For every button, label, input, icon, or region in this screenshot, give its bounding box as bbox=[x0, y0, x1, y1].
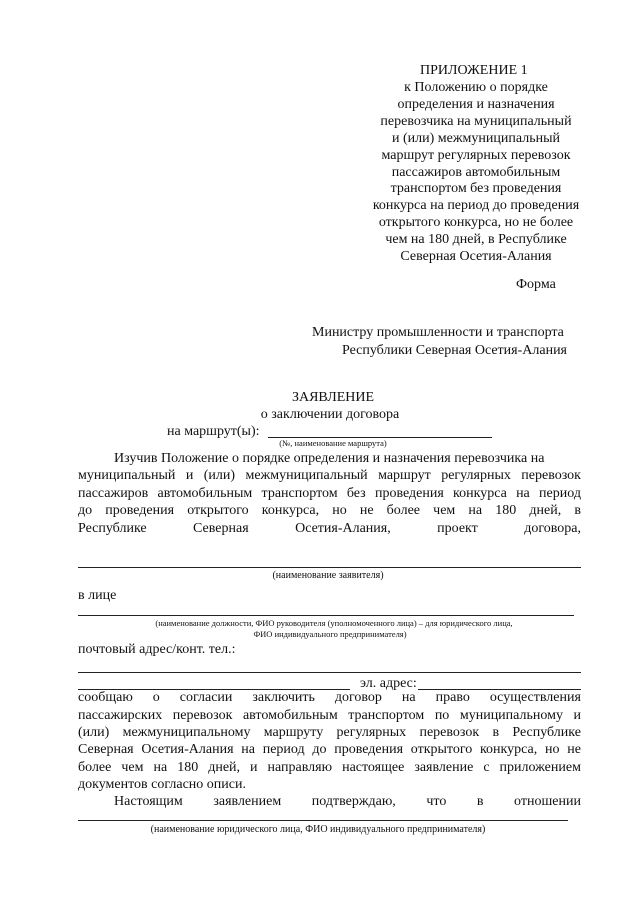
appendix-line: открытого конкурса, но не более bbox=[378, 215, 574, 231]
paragraph-line bbox=[78, 724, 581, 741]
word: заключить bbox=[252, 690, 315, 705]
person-caption-2: ФИО индивидуального предпринимателя) bbox=[253, 629, 407, 639]
word: на bbox=[401, 690, 416, 705]
word: сообщаю bbox=[78, 690, 133, 705]
word: не bbox=[359, 503, 374, 518]
appendix-line: конкурса на период до проведения bbox=[372, 198, 580, 214]
paragraph-line bbox=[78, 467, 581, 484]
appendix-line: и (или) межмуниципальный bbox=[392, 130, 560, 146]
word: более bbox=[78, 760, 112, 775]
word: заявление bbox=[414, 760, 474, 775]
paragraph-line bbox=[78, 741, 581, 758]
addressee-line-2: Республики Северная Осетия-Алания bbox=[342, 343, 567, 358]
word: Республике bbox=[78, 521, 147, 536]
word: на bbox=[241, 742, 255, 757]
word: пассажиров bbox=[78, 486, 149, 501]
word: дней, bbox=[529, 503, 562, 518]
word: межмуниципальному bbox=[122, 725, 251, 740]
word: и bbox=[573, 708, 581, 723]
word: автомобильным bbox=[157, 486, 253, 501]
word: маршрут bbox=[378, 468, 431, 483]
person-caption-1: (наименование должности, ФИО руководителя (уполномоченного лица) – для юридического лица, bbox=[155, 618, 513, 628]
word: чем bbox=[121, 760, 144, 775]
word: до bbox=[78, 503, 93, 518]
word: Изучив Положение о порядке определения и назначения перевозчика на bbox=[114, 451, 545, 466]
word: 180 bbox=[177, 760, 199, 775]
word: что bbox=[426, 794, 447, 809]
paragraph-line bbox=[78, 485, 581, 502]
word: регулярных bbox=[441, 468, 511, 483]
applicant-caption: (наименование заявителя) bbox=[272, 570, 384, 581]
word: о bbox=[152, 690, 160, 705]
email-label: эл. адрес: bbox=[360, 676, 417, 691]
word: на bbox=[153, 760, 168, 775]
appendix-line: перевозчика на муниципальный bbox=[380, 113, 572, 129]
word: проведения bbox=[334, 742, 404, 757]
word: регулярных bbox=[336, 725, 407, 740]
appendix-line: маршрут регулярных перевозок bbox=[381, 147, 571, 163]
word: конкурса bbox=[453, 486, 507, 501]
organization-field[interactable] bbox=[78, 820, 568, 821]
word: право bbox=[435, 690, 470, 705]
word: заявлением bbox=[213, 794, 282, 809]
paragraph-2-last-line: документов согласно описи. bbox=[78, 777, 246, 792]
appendix-line: Северная Осетия-Алания bbox=[400, 249, 552, 265]
route-label: на маршрут(ы): bbox=[167, 424, 260, 439]
word: настоящее bbox=[342, 760, 405, 775]
applicant-field[interactable] bbox=[78, 567, 581, 568]
paragraph-line bbox=[78, 759, 581, 776]
document-subtitle: о заключении договора bbox=[260, 407, 400, 422]
word: открытого bbox=[187, 503, 249, 518]
word: пассажирских bbox=[78, 708, 163, 723]
word: Осетия-Алания bbox=[141, 742, 234, 757]
route-caption: (№, наименование маршрута) bbox=[279, 438, 387, 448]
word: межмуниципальный bbox=[245, 468, 368, 483]
word: в bbox=[492, 725, 500, 740]
person-field[interactable] bbox=[78, 615, 574, 616]
word: перевозок bbox=[172, 708, 233, 723]
organization-caption: (наименование юридического лица, ФИО индивидуального предпринимателя) bbox=[150, 824, 486, 835]
appendix-line: к Положению о порядке bbox=[404, 80, 548, 95]
word: согласии bbox=[179, 690, 233, 705]
word: муниципальному bbox=[459, 708, 563, 723]
word: отношении bbox=[514, 794, 581, 809]
paragraph-line bbox=[78, 707, 581, 724]
word: 180 bbox=[495, 503, 517, 518]
word: без bbox=[346, 486, 366, 501]
word: до bbox=[312, 742, 327, 757]
word: и bbox=[250, 760, 258, 775]
word: чем bbox=[433, 503, 456, 518]
word: перевозок bbox=[419, 725, 480, 740]
appendix-line: определения и назначения bbox=[397, 96, 555, 112]
paragraph-line bbox=[114, 450, 581, 467]
in-person-label: в лице bbox=[78, 588, 117, 603]
word: (или) bbox=[78, 725, 110, 740]
word: (или) bbox=[203, 468, 236, 483]
form-label: Форма bbox=[516, 277, 556, 292]
paragraph-line bbox=[78, 689, 581, 706]
word: Северная bbox=[78, 742, 134, 757]
appendix-description bbox=[360, 80, 592, 266]
word: осуществления bbox=[489, 690, 581, 705]
postal-label: почтовый адрес/конт. тел.: bbox=[78, 642, 236, 657]
word: Осетия-Алания, bbox=[295, 521, 391, 536]
word: дней, bbox=[208, 760, 241, 775]
word: более bbox=[386, 503, 421, 518]
document-title: ЗАЯВЛЕНИЕ bbox=[291, 390, 375, 405]
word: по bbox=[434, 708, 450, 723]
word: в bbox=[574, 503, 581, 518]
word: договор bbox=[334, 690, 382, 705]
word: договора, bbox=[524, 521, 581, 536]
word: муниципальный bbox=[78, 468, 176, 483]
word: конкурса, bbox=[479, 742, 538, 757]
paragraph-3 bbox=[114, 793, 581, 810]
appendix-line: чем на 180 дней, в Республике bbox=[385, 232, 567, 248]
appendix-line: пассажиров автомобильным bbox=[391, 164, 561, 180]
word: перевозок bbox=[521, 468, 581, 483]
word: подтверждаю, bbox=[311, 794, 396, 809]
word: с bbox=[483, 760, 490, 775]
word: и bbox=[185, 468, 194, 483]
word: не bbox=[567, 742, 581, 757]
word: конкурса, bbox=[261, 503, 320, 518]
paragraph-line bbox=[78, 520, 581, 537]
word: но bbox=[332, 503, 347, 518]
word: приложением bbox=[499, 760, 581, 775]
word: проект bbox=[437, 521, 478, 536]
word: период bbox=[262, 742, 305, 757]
word: автомобильным bbox=[242, 708, 338, 723]
appendix-line: транспортом без проведения bbox=[390, 181, 562, 197]
word: в bbox=[476, 794, 484, 809]
word: но bbox=[545, 742, 560, 757]
postal-field[interactable] bbox=[78, 672, 581, 673]
word: Северная bbox=[193, 521, 249, 536]
word: транспортом bbox=[348, 708, 425, 723]
addressee-line-1: Министру промышленности и транспорта bbox=[312, 325, 564, 340]
word: на bbox=[468, 503, 483, 518]
word: открытого bbox=[410, 742, 473, 757]
word: транспортом bbox=[261, 486, 338, 501]
word: период bbox=[539, 486, 581, 501]
paragraph-line bbox=[78, 502, 581, 519]
word: направляю bbox=[267, 760, 333, 775]
word: маршруту bbox=[263, 725, 324, 740]
word: проведения bbox=[374, 486, 444, 501]
appendix-title: ПРИЛОЖЕНИЕ 1 bbox=[420, 63, 528, 78]
word: Республике bbox=[512, 725, 581, 740]
word: Настоящим bbox=[114, 794, 183, 809]
word: на bbox=[516, 486, 530, 501]
word: проведения bbox=[105, 503, 175, 518]
